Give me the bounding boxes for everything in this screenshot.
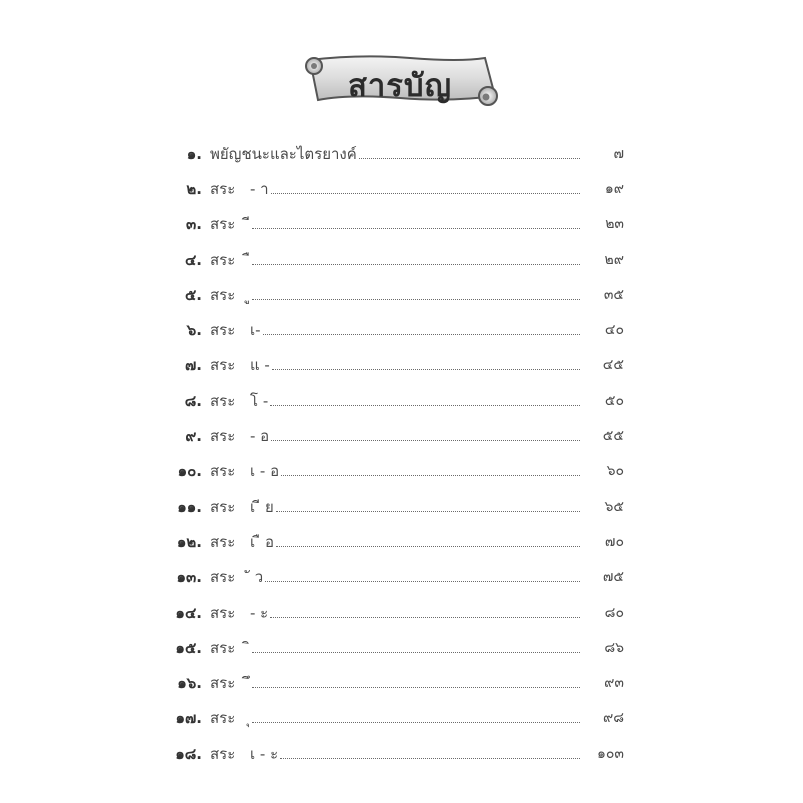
entry-title: [250, 283, 252, 307]
entry-title: ั ว: [250, 568, 264, 587]
entry-number: ๕.: [184, 285, 202, 304]
entry-page-number: ๑๐๓: [596, 745, 624, 762]
entry-number: ๖.: [186, 321, 202, 340]
toc-entry: [150, 524, 630, 559]
toc-entry: [150, 665, 630, 700]
toc-entry: [150, 736, 630, 771]
dot-leader: [252, 264, 580, 265]
dot-leader: [276, 511, 580, 512]
dot-leader: [280, 758, 580, 759]
dot-leader: [359, 158, 580, 159]
entry-number: ๘.: [184, 391, 202, 410]
entry-title: พยัญชนะและไตรยางค์: [210, 144, 357, 163]
entry-prefix: สระ: [210, 674, 236, 693]
page-title: สารบัญ: [347, 68, 453, 104]
toc-entry: [150, 701, 630, 736]
entry-prefix: สระ: [210, 179, 236, 198]
entry-page-number: ๘๐: [604, 604, 624, 621]
toc-entry: [150, 207, 630, 242]
dot-leader: [271, 193, 580, 194]
entry-page-number: ๘๖: [604, 639, 624, 656]
dot-leader: [276, 546, 580, 547]
entry-page-number: ๙๘: [602, 710, 624, 727]
dot-leader: [252, 652, 580, 653]
dot-leader: [271, 440, 580, 441]
entry-prefix: สระ: [210, 709, 236, 728]
toc-entry: [150, 171, 630, 206]
entry-number: ๑๖.: [177, 674, 202, 693]
entry-title: [250, 636, 252, 660]
entry-title: เ ี ย: [250, 497, 274, 516]
dot-leader: [265, 581, 580, 582]
toc-entry: [150, 595, 630, 630]
entry-prefix: สระ: [210, 638, 236, 657]
entry-number: ๒.: [186, 179, 202, 198]
entry-number: ๑๒.: [176, 532, 202, 551]
entry-title: - อ: [250, 427, 270, 446]
entry-prefix: สระ: [210, 744, 236, 763]
entry-page-number: ๕๐: [604, 392, 624, 409]
entry-page-number: ๖๐: [606, 463, 624, 480]
entry-prefix: สระ: [210, 568, 236, 587]
entry-number: ๑๘.: [175, 744, 202, 763]
dot-leader: [252, 228, 580, 229]
dot-leader: [281, 475, 580, 476]
entry-page-number: ๒๓: [605, 216, 624, 233]
toc-entry: [150, 454, 630, 489]
entry-number: ๑๔.: [175, 603, 202, 622]
entry-page-number: ๔๕: [602, 357, 624, 374]
entry-title: โ -: [250, 391, 269, 410]
dot-leader: [272, 369, 580, 370]
entry-page-number: ๑๙: [604, 180, 624, 197]
entry-number: ๓.: [186, 215, 202, 234]
entry-page-number: ๗: [613, 145, 624, 162]
entry-page-number: ๗๕: [602, 569, 624, 586]
toc-entry: [150, 242, 630, 277]
entry-prefix: สระ: [210, 215, 236, 234]
toc-entry: [150, 277, 630, 312]
toc-entry: [150, 560, 630, 595]
dot-leader: [270, 405, 580, 406]
entry-page-number: ๖๕: [604, 498, 624, 515]
entry-prefix: สระ: [210, 532, 236, 551]
entry-title: [250, 706, 252, 730]
entry-title: [250, 248, 252, 272]
entry-prefix: สระ: [210, 497, 236, 516]
dot-leader: [270, 617, 580, 618]
entry-number: ๑๐.: [177, 462, 202, 481]
entry-title: - า: [250, 179, 269, 198]
entry-title: เ - อ: [250, 462, 280, 481]
entry-prefix: สระ: [210, 427, 236, 446]
entry-prefix: สระ: [210, 462, 236, 481]
entry-title: เ - ะ: [250, 744, 279, 763]
entry-prefix: สระ: [210, 285, 236, 304]
dot-leader: [252, 687, 580, 688]
entry-title: - ะ: [250, 603, 269, 622]
entry-number: ๑๓.: [176, 568, 202, 587]
entry-number: ๑๑.: [177, 497, 202, 516]
entry-page-number: ๔๐: [604, 322, 624, 339]
entry-title: เ ื อ: [250, 532, 274, 551]
entry-number: ๑.: [186, 144, 202, 163]
entry-number: ๑๗.: [175, 709, 202, 728]
table-of-contents: [150, 136, 630, 771]
entry-prefix: สระ: [210, 321, 236, 340]
entry-page-number: ๗๐: [604, 533, 624, 550]
toc-entry: [150, 630, 630, 665]
entry-prefix: สระ: [210, 356, 236, 375]
dot-leader: [252, 722, 580, 723]
entry-number: ๔.: [184, 250, 202, 269]
entry-title: เ-: [250, 321, 261, 340]
entry-prefix: สระ: [210, 391, 236, 410]
entry-title: [250, 212, 252, 236]
toc-entry: [150, 312, 630, 347]
entry-title: [250, 671, 252, 695]
entry-number: ๗.: [185, 356, 202, 375]
entry-prefix: สระ: [210, 250, 236, 269]
entry-number: ๑๕.: [175, 638, 202, 657]
title-banner: [300, 52, 502, 114]
entry-page-number: ๕๕: [602, 428, 624, 445]
toc-entry: [150, 348, 630, 383]
toc-entry: [150, 383, 630, 418]
entry-title: แ -: [250, 356, 270, 375]
entry-page-number: ๓๕: [603, 286, 624, 303]
entry-number: ๙.: [185, 427, 202, 446]
toc-entry: [150, 418, 630, 453]
toc-entry: [150, 489, 630, 524]
entry-prefix: สระ: [210, 603, 236, 622]
toc-entry: [150, 136, 630, 171]
dot-leader: [263, 334, 580, 335]
dot-leader: [252, 299, 580, 300]
entry-page-number: ๒๙: [604, 251, 624, 268]
entry-page-number: ๙๓: [604, 675, 624, 692]
